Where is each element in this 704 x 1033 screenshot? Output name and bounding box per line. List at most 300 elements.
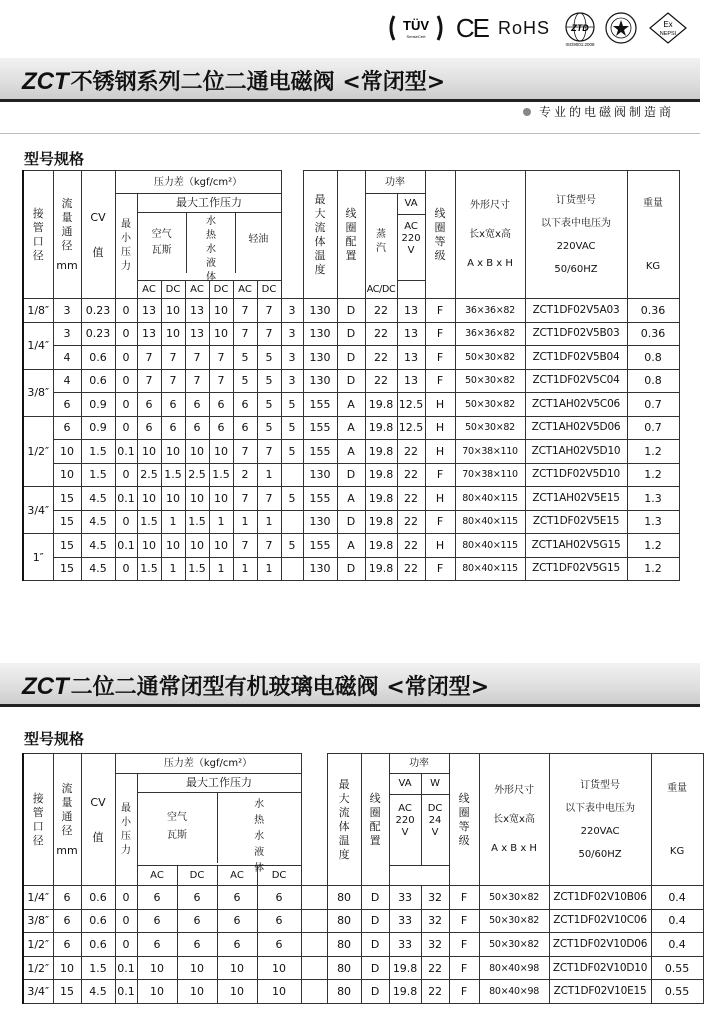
cell-port: 1/8″ [23,299,53,323]
cell-weight: 1.3 [627,510,679,534]
cell-cv: 4.5 [81,980,115,1004]
cell-min-pressure: 0 [115,346,137,370]
cell-pressure-a1: 10 [137,487,161,511]
cell-flow: 10 [53,463,81,487]
cell-w: 13 [397,346,425,370]
cell-coil: A [337,487,365,511]
section1-brand: ZCT [22,68,69,95]
cell-va: 19.8 [365,440,397,464]
cell-cv: 1.5 [81,440,115,464]
cell-coil-grade: F [449,980,479,1004]
cell-weight: 0.7 [627,393,679,417]
cell-pressure-o1: 7 [233,322,257,346]
cell-max-temp: 80 [327,933,361,957]
ex-nepsi-logo [648,11,682,45]
cell-flow: 10 [53,440,81,464]
cell-coil-grade: H [425,393,455,417]
table-row [23,346,679,370]
table-row [23,956,703,980]
cell-steam: 3 [281,346,303,370]
header-water: 水热水液体 [187,213,236,273]
cell-coil-grade: F [425,299,455,323]
cell-model: ZCT1DF02V5A03 [525,299,627,323]
cell-cv: 4.5 [81,487,115,511]
cell-coil-grade: F [449,886,479,910]
cell-min-pressure: 0 [115,510,137,534]
cell-max-temp: 80 [327,956,361,980]
cell-cv: 1.5 [81,463,115,487]
cell-pressure-w2: 1 [209,557,233,581]
header-air-dc: DC [161,281,185,299]
table-row [23,416,679,440]
cell-pressure-a1: 6 [137,416,161,440]
cell-pressure-a1: 1.5 [137,557,161,581]
cell-flow: 4 [53,346,81,370]
cell-weight: 0.36 [627,299,679,323]
cell-pressure-a2: 10 [161,440,185,464]
header-cv: CV 值 [81,171,115,299]
cell-coil: D [337,346,365,370]
cell-flow: 6 [53,393,81,417]
header-pressure: 压力差（kgf/cm²） [115,171,281,194]
header-coil-grade: 线圈等级 [425,171,455,299]
cell-pressure-w2: 6 [257,886,301,910]
cell-steam [281,510,303,534]
cell-steam: 5 [281,393,303,417]
cell-max-temp: 155 [303,487,337,511]
table-row [23,369,679,393]
cell-model: ZCT1DF02V5C04 [525,369,627,393]
section1-title-text: 不锈钢系列二位二通电磁阀 <常闭型> [70,70,446,95]
ccc-seal-logo [604,11,638,45]
section2-title [22,670,489,701]
cell-pressure-a2: 1.5 [161,463,185,487]
cell-va: 19.8 [365,463,397,487]
cell-pressure-a1: 2.5 [137,463,161,487]
cell-pressure-a2: 10 [177,956,217,980]
header-power: 功率 [389,754,449,774]
cell-va: 19.8 [365,510,397,534]
cell-dims: 50×30×82 [455,369,525,393]
cell-pressure-w2: 1.5 [209,463,233,487]
cell-steam: 5 [281,534,303,558]
cell-dims: 80×40×98 [479,956,549,980]
cell-model: ZCT1DF02V10B06 [549,886,651,910]
cell-pressure-w1: 2.5 [185,463,209,487]
header-max-working: 最大工作压力 空气瓦斯 水热水液体 [137,774,301,866]
cell-coil-grade: F [449,956,479,980]
cell-w: 12.5 [397,393,425,417]
cell-pressure-a1: 10 [137,440,161,464]
section1-banner [0,58,700,102]
cell-min-pressure: 0.1 [115,956,137,980]
cell-va: 33 [389,909,421,933]
cell-pressure-a1: 6 [137,393,161,417]
cell-steam: 3 [281,299,303,323]
cell-port: 1″ [23,534,53,581]
section1-title [22,65,445,96]
cell-pressure-w2: 6 [209,393,233,417]
header-pressure-pad [301,754,327,886]
table-row [23,933,703,957]
cell-min-pressure: 0.1 [115,980,137,1004]
ex-text: Ex [663,20,673,29]
cell-pressure-o2: 7 [257,322,281,346]
cell-pressure-w1: 7 [185,346,209,370]
cell-cv: 4.5 [81,557,115,581]
header-max-temp: 最大流体温度 [327,754,361,886]
bullet-dot-icon [523,108,531,116]
header-water-ac: AC [217,866,257,886]
cell-min-pressure: 0 [115,322,137,346]
cell-port: 3/4″ [23,980,53,1004]
cell-pad [301,886,327,910]
cell-pressure-a2: 7 [161,346,185,370]
cell-coil-grade: F [449,909,479,933]
table-row [23,487,679,511]
cell-flow: 6 [53,886,81,910]
cell-coil: D [361,886,389,910]
cell-coil-grade: F [425,557,455,581]
cell-va: 19.8 [365,534,397,558]
certification-logos [386,10,682,46]
spec-table-stainless [22,170,680,581]
cell-cv: 0.9 [81,416,115,440]
header-air-dc: DC [177,866,217,886]
cell-w: 22 [397,487,425,511]
table-row [23,534,679,558]
header-pressure-pad [281,171,303,299]
header-power-pad [397,281,455,299]
cell-dims: 50×30×82 [455,416,525,440]
cell-coil: D [337,463,365,487]
cell-va: 22 [365,322,397,346]
cell-pressure-o1: 7 [233,534,257,558]
cell-min-pressure: 0 [115,463,137,487]
cell-max-temp: 80 [327,980,361,1004]
cell-pressure-w1: 1.5 [185,557,209,581]
cell-w: 12.5 [397,416,425,440]
cell-w: 13 [397,299,425,323]
cell-pressure-o1: 7 [233,299,257,323]
cell-max-temp: 155 [303,393,337,417]
header-water-ac: AC [185,281,209,299]
header-dims: 外形尺寸 长x宽x高 A x B x H [479,754,549,886]
cell-w: 13 [397,322,425,346]
cell-pressure-w2: 6 [257,909,301,933]
cell-dims: 80×40×115 [455,487,525,511]
cell-flow: 3 [53,322,81,346]
cell-min-pressure: 0 [115,369,137,393]
tuv-text: TÜV [402,18,429,33]
cell-dims: 50×30×82 [479,886,549,910]
cell-pressure-w2: 6 [209,416,233,440]
cell-weight: 0.4 [651,909,703,933]
cell-coil-grade: H [425,416,455,440]
cell-steam: 3 [281,322,303,346]
cell-max-temp: 130 [303,557,337,581]
cell-w: 22 [421,956,449,980]
cell-model: ZCT1DF02V10D06 [549,933,651,957]
cell-va: 22 [365,369,397,393]
cell-steam: 5 [281,440,303,464]
cell-cv: 0.6 [81,346,115,370]
header-min-pressure: 最小压力 [115,774,137,886]
cell-dims: 36×36×82 [455,299,525,323]
cell-dims: 80×40×115 [455,510,525,534]
cell-pressure-o1: 1 [233,510,257,534]
cell-port: 1/2″ [23,416,53,487]
cell-min-pressure: 0 [115,886,137,910]
section2-subhead: 型号规格 [24,730,85,748]
cell-weight: 0.7 [627,416,679,440]
cell-coil: D [337,322,365,346]
header-order: 订货型号 以下表中电压为 220VAC 50/60HZ [549,754,651,886]
cell-port: 1/2″ [23,956,53,980]
cell-max-temp: 130 [303,510,337,534]
cell-pressure-o1: 7 [233,440,257,464]
cell-cv: 0.6 [81,369,115,393]
header-dims: 外形尺寸 长x宽x高 A x B x H [455,171,525,299]
cell-pressure-a2: 10 [161,534,185,558]
cell-flow: 3 [53,299,81,323]
cell-coil-grade: H [425,487,455,511]
rohs-mark: RoHS [497,17,550,38]
cell-max-temp: 130 [303,463,337,487]
cell-flow: 6 [53,909,81,933]
table-header [23,171,679,299]
cell-dims: 50×30×82 [479,909,549,933]
cell-min-pressure: 0 [115,299,137,323]
cell-dims: 70×38×110 [455,463,525,487]
cell-weight: 0.55 [651,980,703,1004]
cell-min-pressure: 0 [115,393,137,417]
cell-port: 3/8″ [23,909,53,933]
cell-coil: D [361,956,389,980]
cell-coil: D [337,299,365,323]
cell-pressure-w2: 6 [257,933,301,957]
section2-title-text: 二位二通常闭型有机玻璃电磁阀 <常闭型> [70,675,490,700]
cell-port: 1/2″ [23,933,53,957]
cell-coil-grade: H [425,534,455,558]
cell-coil: D [337,510,365,534]
header-power-va: VA AC 220 V [389,774,421,866]
cell-pressure-o2: 7 [257,299,281,323]
table-row [23,463,679,487]
cell-w: 22 [397,440,425,464]
table2-body [23,886,703,1004]
cell-coil: D [337,369,365,393]
cell-pressure-a1: 13 [137,299,161,323]
header-order: 订货型号 以下表中电压为 220VAC 50/60HZ [525,171,627,299]
cell-dims: 50×30×82 [479,933,549,957]
cell-steam [281,463,303,487]
cell-pressure-w1: 13 [185,299,209,323]
header-water: 水热水液体 [254,799,265,874]
iso-text: ISO9001:2008 [565,42,595,47]
cell-pressure-a2: 10 [161,322,185,346]
section1-subhead: 型号规格 [24,150,85,168]
table-row [23,980,703,1004]
cell-flow: 15 [53,557,81,581]
cell-pressure-o2: 1 [257,510,281,534]
cell-w: 22 [397,557,425,581]
cell-pressure-w2: 10 [209,440,233,464]
cell-pressure-a1: 10 [137,980,177,1004]
ce-mark: CE [455,12,488,43]
cell-steam [281,557,303,581]
cell-va: 19.8 [365,557,397,581]
cell-weight: 0.8 [627,346,679,370]
cell-cv: 1.5 [81,956,115,980]
cell-weight: 0.55 [651,956,703,980]
cell-pressure-w2: 7 [209,346,233,370]
table-row [23,299,679,323]
cell-pressure-a1: 6 [137,909,177,933]
header-max-working: 最大工作压力 空气瓦斯 水热水液体 轻油 [137,194,281,281]
cell-cv: 0.6 [81,933,115,957]
cell-pressure-w1: 6 [185,393,209,417]
table-row [23,440,679,464]
cell-w: 32 [421,886,449,910]
table-row [23,393,679,417]
header-flow: 流量通径 mm [53,754,81,886]
cell-pressure-w2: 10 [209,322,233,346]
header-water-dc: DC [209,281,233,299]
cell-w: 32 [421,933,449,957]
cell-min-pressure: 0.1 [115,440,137,464]
cell-model: ZCT1DF02V5D10 [525,463,627,487]
cell-weight: 0.4 [651,933,703,957]
cell-pressure-a2: 6 [161,416,185,440]
cell-port: 1/4″ [23,886,53,910]
cell-min-pressure: 0 [115,557,137,581]
cell-max-temp: 130 [303,346,337,370]
section2-brand: ZCT [22,673,69,700]
cell-pressure-o2: 5 [257,393,281,417]
header-air: 空气瓦斯 [138,213,187,273]
cell-pressure-a2: 10 [161,299,185,323]
header-port: 接管口径 [23,171,53,299]
cell-coil-grade: F [425,322,455,346]
table2-header [23,754,703,886]
header-cv: CV 值 [81,754,115,886]
cell-pressure-a1: 6 [137,886,177,910]
cell-model: ZCT1AH02V5C06 [525,393,627,417]
cell-coil: A [337,393,365,417]
cell-cv: 0.6 [81,909,115,933]
cell-pressure-o1: 5 [233,369,257,393]
header-min-pressure: 最小压力 [115,194,137,299]
cell-min-pressure: 0.1 [115,534,137,558]
cell-cv: 4.5 [81,534,115,558]
cell-pressure-w1: 1.5 [185,510,209,534]
cell-model: ZCT1AH02V5E15 [525,487,627,511]
cell-coil: A [337,534,365,558]
cell-coil: A [337,440,365,464]
cell-cv: 4.5 [81,510,115,534]
cell-pressure-w2: 7 [209,369,233,393]
cell-pressure-w1: 10 [217,956,257,980]
cell-model: ZCT1AH02V5G15 [525,534,627,558]
cell-pressure-a2: 10 [161,487,185,511]
cell-max-temp: 80 [327,909,361,933]
ztd-text: ZTD [571,23,589,33]
cell-pad [301,980,327,1004]
cell-pressure-o2: 1 [257,463,281,487]
cell-pressure-o1: 6 [233,416,257,440]
cell-pad [301,933,327,957]
cell-min-pressure: 0 [115,909,137,933]
cell-steam: 5 [281,416,303,440]
cell-w: 22 [397,534,425,558]
cell-pressure-a1: 1.5 [137,510,161,534]
cell-va: 19.8 [365,416,397,440]
cell-pressure-w1: 10 [185,440,209,464]
cell-dims: 50×30×82 [455,346,525,370]
header-weight: 重量 KG [627,171,679,299]
header-power-cells: VA AC 220 V [397,194,425,281]
cell-port: 3/8″ [23,369,53,416]
cell-weight: 1.2 [627,440,679,464]
cell-coil: D [361,909,389,933]
cell-va: 33 [389,933,421,957]
header-water-dc: DC [257,866,301,886]
header-oil-dc: DC [257,281,281,299]
table-body [23,299,679,581]
cell-w: 32 [421,909,449,933]
cell-cv: 0.9 [81,393,115,417]
cell-pad [301,909,327,933]
cell-pressure-a2: 6 [161,393,185,417]
cell-max-temp: 130 [303,322,337,346]
cell-pressure-a2: 1 [161,510,185,534]
header-coil: 线圈配置 [361,754,389,886]
cell-cv: 0.6 [81,886,115,910]
cell-coil-grade: H [425,440,455,464]
cell-model: ZCT1DF02V10D10 [549,956,651,980]
header-weight: 重量 KG [651,754,703,886]
header-air-ac: AC [137,281,161,299]
table-row [23,886,703,910]
ztd-iso-logo [560,11,594,45]
cell-w: 22 [397,510,425,534]
cell-model: ZCT1DF02V5B04 [525,346,627,370]
tagline [523,103,674,120]
cell-coil: D [361,980,389,1004]
cell-pressure-w1: 13 [185,322,209,346]
cell-pressure-a2: 6 [177,886,217,910]
cell-min-pressure: 0.1 [115,487,137,511]
cell-va: 19.8 [389,980,421,1004]
cell-pressure-w2: 10 [209,299,233,323]
header-air-ac: AC [137,866,177,886]
cell-pressure-w2: 10 [209,534,233,558]
section2-banner [0,663,700,707]
header-max-temp: 最大流体温度 [303,171,337,299]
cell-model: ZCT1AH02V5D06 [525,416,627,440]
cell-pressure-o2: 7 [257,487,281,511]
cell-dims: 50×30×82 [455,393,525,417]
cell-max-temp: 80 [327,886,361,910]
header-flow: 流量通径 mm [53,171,81,299]
cell-max-temp: 130 [303,299,337,323]
cell-pressure-a1: 10 [137,534,161,558]
cell-w: 13 [397,369,425,393]
divider [0,133,700,134]
cell-pressure-a1: 7 [137,369,161,393]
cell-flow: 15 [53,487,81,511]
